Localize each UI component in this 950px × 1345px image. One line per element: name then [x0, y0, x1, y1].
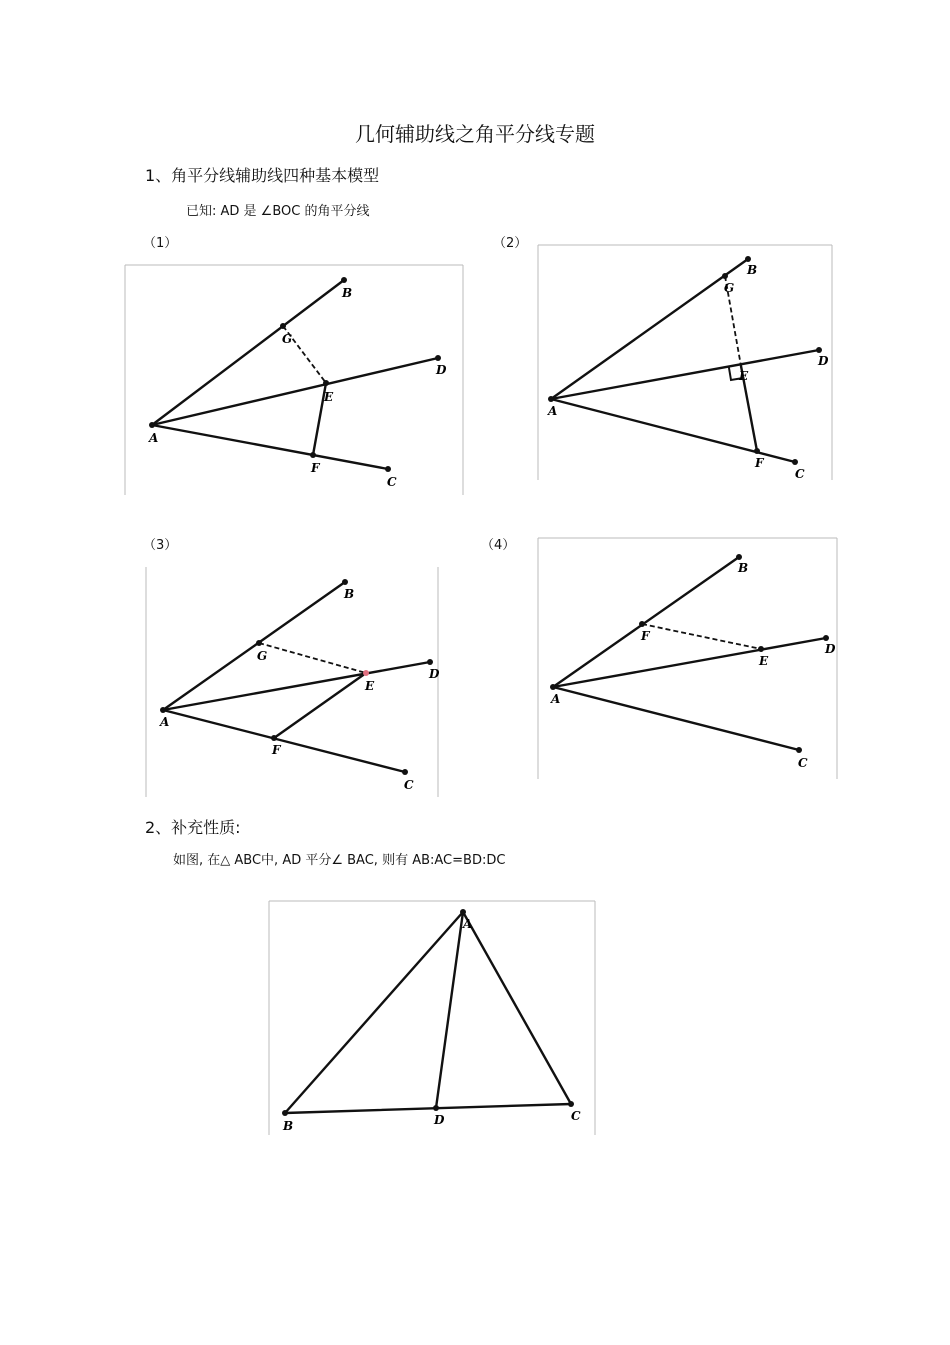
fig3-point-D: [427, 659, 433, 665]
fig2-label-A: A: [548, 404, 558, 418]
fig4-ray-AC: [553, 687, 799, 750]
fig1-point-B: [341, 277, 347, 283]
fig4-ray-AD: [553, 638, 826, 687]
fig1-label-G: G: [282, 332, 293, 346]
fig1-point-G: [280, 323, 286, 329]
figure-3-label: （3）: [143, 538, 178, 553]
triangle-point-D: [433, 1105, 439, 1111]
triangle-label-A: A: [463, 917, 473, 931]
section-1-heading: 1、角平分线辅助线四种基本模型: [145, 166, 380, 185]
fig4-label-D: D: [825, 642, 836, 656]
triangle-side-AB: [285, 912, 463, 1113]
fig3-point-B: [342, 579, 348, 585]
fig4-point-B: [736, 554, 742, 560]
fig3-label-F: F: [272, 743, 281, 757]
fig2-label-C: C: [795, 467, 805, 481]
fig2-point-A: [548, 396, 554, 402]
fig1-point-F: [310, 452, 316, 458]
fig3-point-C: [402, 769, 408, 775]
fig3-point-F: [271, 735, 277, 741]
fig2-label-G: G: [724, 281, 735, 295]
fig2-point-D: [816, 347, 822, 353]
fig1-point-A: [149, 422, 155, 428]
fig3-ray-AC: [163, 710, 405, 772]
fig4-point-A: [550, 684, 556, 690]
fig3-segment-GE: [259, 643, 366, 673]
fig4-point-D: [823, 635, 829, 641]
triangle-bisector-AD: [436, 912, 463, 1108]
figure-4-frame: [538, 538, 837, 779]
fig3-label-E: E: [365, 679, 375, 693]
fig1-point-E: [323, 380, 329, 386]
fig3-point-G: [256, 640, 262, 646]
fig4-label-B: B: [738, 561, 749, 575]
fig2-label-E: E: [739, 369, 749, 383]
given-statement: 已知: AD 是 ∠BOC 的角平分线: [186, 204, 370, 219]
fig4-label-E: E: [759, 654, 769, 668]
fig4-label-F: F: [641, 629, 650, 643]
section-2-heading: 2、补充性质:: [145, 818, 241, 837]
page-title: 几何辅助线之角平分线专题: [355, 122, 595, 146]
fig1-point-D: [435, 355, 441, 361]
fig4-label-A: A: [551, 692, 561, 706]
figure-1-frame: [125, 265, 463, 495]
fig2-ray-AD: [551, 350, 819, 399]
fig3-label-C: C: [404, 778, 414, 792]
fig2-point-B: [745, 256, 751, 262]
triangle-point-C: [568, 1101, 574, 1107]
fig4-ray-AB: [553, 557, 739, 687]
fig3-label-A: A: [160, 715, 170, 729]
triangle-side-AC: [463, 912, 571, 1104]
triangle-label-B: B: [283, 1119, 294, 1133]
fig1-label-C: C: [387, 475, 397, 489]
fig2-ray-AB: [551, 259, 748, 399]
fig1-label-A: A: [149, 431, 159, 445]
fig4-label-C: C: [798, 756, 808, 770]
fig3-label-D: D: [429, 667, 440, 681]
triangle-point-B: [282, 1110, 288, 1116]
figure-1-label: （1）: [143, 236, 178, 251]
fig3-label-G: G: [257, 649, 268, 663]
figure-4-label: （4）: [481, 538, 516, 553]
fig3-label-B: B: [344, 587, 355, 601]
figure-2-frame: [538, 245, 832, 480]
fig4-point-C: [796, 747, 802, 753]
fig4-segment-FE: [642, 624, 761, 649]
fig1-label-B: B: [342, 286, 353, 300]
fig1-point-C: [385, 466, 391, 472]
fig3-ray-AB: [163, 582, 345, 710]
triangle-side-BC: [285, 1104, 571, 1113]
fig1-label-D: D: [436, 363, 447, 377]
fig2-point-F: [754, 448, 760, 454]
fig4-point-F: [639, 621, 645, 627]
fig1-label-E: E: [324, 390, 334, 404]
property-statement: 如图, 在△ ABC中, AD 平分∠ BAC, 则有 AB:AC=BD:DC: [173, 853, 506, 868]
triangle-point-A: [460, 909, 466, 915]
fig4-point-E: [758, 646, 764, 652]
fig1-label-F: F: [311, 461, 320, 475]
fig1-ray-AC: [152, 425, 388, 469]
fig2-label-D: D: [818, 354, 829, 368]
fig2-label-B: B: [747, 263, 758, 277]
fig2-point-G: [722, 273, 728, 279]
fig2-label-F: F: [755, 456, 764, 470]
triangle-frame: [269, 901, 595, 1135]
fig2-point-C: [792, 459, 798, 465]
figure-2-label: （2）: [493, 236, 528, 251]
fig3-point-E: [363, 670, 369, 676]
fig3-point-A: [160, 707, 166, 713]
triangle-label-D: D: [434, 1113, 445, 1127]
fig3-ray-AD: [163, 662, 430, 710]
triangle-label-C: C: [571, 1109, 581, 1123]
figure-3-frame: [146, 567, 438, 797]
